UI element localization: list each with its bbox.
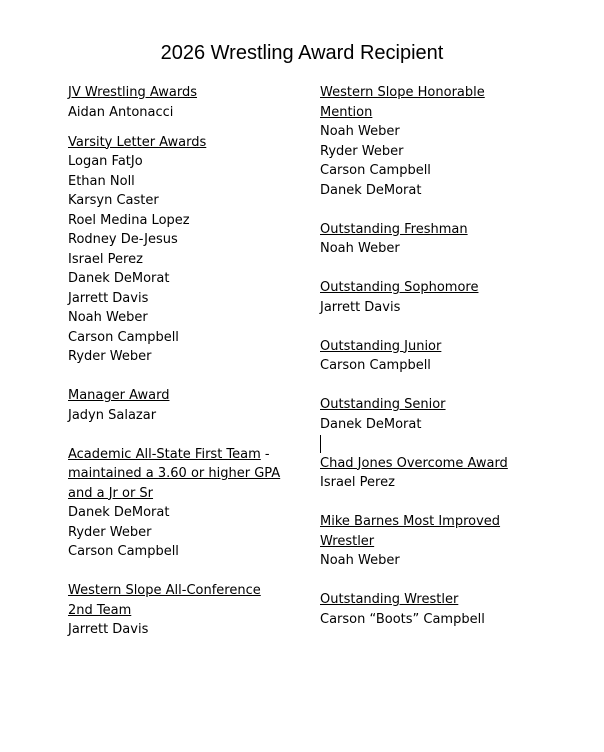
document-title: 2026 Wrestling Award Recipient [160,42,444,64]
award-heading-line [320,395,520,415]
award-heading-text: Outstanding Sophomore [320,280,479,295]
award-heading-line [320,454,520,474]
award-heading-line [320,278,520,298]
recipient-name: Noah Weber [68,310,148,325]
award-heading-line [68,386,308,406]
award-heading-line [320,590,520,610]
award-heading-text: Chad Jones Overcome Award [320,455,508,471]
recipient-name: Rodney De-Jesus [68,232,178,247]
award-heading-line [68,601,308,621]
recipient-name: Danek DeMorat [320,182,422,198]
award-heading-text: Outstanding Junior [320,338,442,354]
award-heading-text: Outstanding Senior [320,397,446,412]
award-section [68,386,308,425]
award-section [320,278,520,317]
recipient-name: Carson Campbell [320,358,431,373]
award-section [320,512,520,571]
text-cursor [320,435,321,453]
recipient-name: Israel Perez [68,251,143,267]
recipient-name: Israel Perez [320,475,395,490]
award-heading-text: maintained a 3.60 or higher GPA [68,466,281,481]
recipient-name: Noah Weber [320,124,400,139]
award-heading-text: Mention [320,104,373,120]
award-section [320,590,520,629]
left-column [68,83,308,640]
recipient-name: Noah Weber [320,553,400,568]
award-heading-text: Manager Award [68,388,170,403]
award-heading-line [68,133,308,153]
recipient-name: Roel Medina Lopez [68,212,190,228]
award-heading-text: Mike Barnes Most Improved [320,514,501,529]
award-heading-line [68,445,308,465]
award-heading-text: Outstanding Freshman [320,221,468,237]
recipient-name: Jarrett Davis [320,299,401,315]
recipient-name: Carson Campbell [68,544,179,559]
award-heading-text: and a Jr or Sr [68,485,154,501]
recipient-name: Jadyn Salazar [68,407,157,423]
award-heading-text: Western Slope Honorable [320,85,485,100]
award-heading-line [320,103,520,123]
award-heading-text: Western Slope All-Conference [68,583,261,598]
recipient-name: Noah Weber [320,241,400,256]
recipient-name: Ethan Noll [68,173,135,189]
award-heading-line [320,532,520,552]
recipient-name: Jarrett Davis [68,622,149,637]
award-heading-text: Wrestler [320,533,375,549]
recipient-name: Karsyn Caster [68,193,159,208]
award-heading-line [68,83,308,103]
recipient-name: Ryder Weber [68,349,152,364]
recipient-name: Danek DeMorat [68,505,170,520]
recipient-name: Logan FatJo [68,154,143,169]
recipient-name: Aidan Antonacci [68,104,174,120]
award-heading-line [320,337,520,357]
recipient-name: Ryder Weber [320,143,404,159]
award-section [320,337,520,376]
award-section [320,220,520,259]
award-heading-suffix: - [260,446,270,462]
award-section [320,83,520,200]
award-section [68,133,308,367]
right-column [320,83,520,629]
award-section [68,581,308,640]
award-heading-line [320,220,520,240]
award-heading-line [68,464,308,484]
award-heading-text: JV Wrestling Awards [68,85,198,100]
award-heading-text: Outstanding Wrestler [320,592,459,607]
award-heading-text: Academic All-State First Team [68,446,261,462]
recipient-name: Carson “Boots” Campbell [320,611,485,627]
recipient-name: Carson Campbell [320,163,431,178]
recipient-name: Danek DeMorat [320,416,422,432]
award-section [68,445,308,562]
award-heading-text: Varsity Letter Awards [68,134,207,150]
award-section [320,395,520,434]
recipient-name: Ryder Weber [68,524,152,540]
award-heading-line [68,581,308,601]
award-heading-line [68,484,308,504]
award-section [68,83,308,122]
recipient-name: Danek DeMorat [68,271,170,286]
recipient-name: Carson Campbell [68,329,179,345]
recipient-name: Jarrett Davis [68,290,149,306]
award-heading-line [320,83,520,103]
award-heading-line [320,512,520,532]
award-section [320,454,520,493]
award-heading-text: 2nd Team [68,602,132,618]
